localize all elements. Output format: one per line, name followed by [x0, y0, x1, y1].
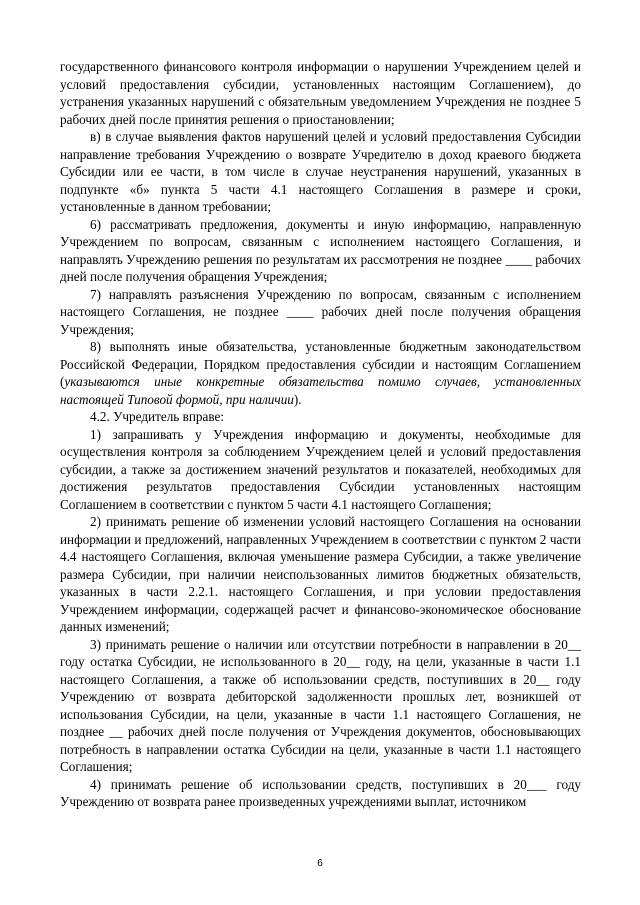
paragraph-tail: ).	[293, 391, 302, 407]
paragraph: 4) принимать решение об использовании средств, поступивших в 20___ году Учреждению от возврата ранее произведенных учреждениями выплат, источником	[60, 776, 581, 809]
paragraph: 7) направлять разъяснения Учреждению по вопросам, связанным с исполнением настоящего Соглашения, не позднее ____ рабочих дней после получения обращения Учреждения;	[60, 286, 581, 337]
paragraph-italic-note: указываются иные конкретные обязательства помимо случаев, установленных настоящей Типовой формой, при наличии	[60, 374, 581, 407]
paragraph: 2) принимать решение об изменении условий настоящего Соглашения на основании информации и предложений, направленных Учреждением в соответствии с пунктом 2 части 4.4 настоящего Соглашения, включая уменьшение размера Субсидии, а также увеличение размера Субсидии, при наличии неиспользованных лимитов бюджетных обязательств, указанных в части 2.2.1. настоящего Соглашения, и при условии предоставления Учреждением информации, содержащей расчет и финансово-экономическое обоснование данных изменений;	[60, 514, 581, 634]
paragraph-text: 8) выполнять иные обязательства, установленные бюджетным законодательством Российской Федерации, Порядком предоставления субсидии и настоящим Соглашением (	[60, 339, 581, 389]
document-body	[60, 58, 581, 811]
paragraph: 1) запрашивать у Учреждения информацию и документы, необходимые для осуществления контроля за соблюдением Учреждением целей и условий предоставления субсидии, а также за достижением значений результатов и показателей, необходимых для достижения результатов предоставления Субсидии установленных настоящим Соглашением в соответствии с пунктом 5 части 4.1 настоящего Соглашения;	[60, 426, 581, 512]
page-number: 6	[317, 858, 323, 869]
paragraph: 6) рассматривать предложения, документы и иную информацию, направленную Учреждением по вопросам, связанным с исполнением настоящего Соглашения, и направлять Учреждению решения по результатам их рассмотрения не позднее ____ рабочих дней после получения обращения Учреждения;	[60, 216, 581, 284]
paragraph: в) в случае выявления фактов нарушений целей и условий предоставления Субсидии направление требования Учреждению о возврате Учредителю в доход краевого бюджета Субсидии или ее части, в том числе в случае неустранения нарушений, указанных в подпункте «б» пункта 5 части 4.1 настоящего Соглашения в размере и сроки, установленные в данном требовании;	[60, 129, 581, 214]
paragraph: 3) принимать решение о наличии или отсутствии потребности в направлении в 20__ году остатка Субсидии, не использованного в 20__ году, на цели, указанные в части 1.1 настоящего Соглашения, а также об использовании средств, поступивших в 20__ году Учреждению от возврата дебиторской задолженности прошлых лет, возникшей от использования Субсидии, на цели, указанные в части 1.1 настоящего Соглашения, не позднее __ рабочих дней после получения от Учреждения документов, обосновывающих потребность в направлении остатка Субсидии на цели, указанные в части 1.1 настоящего Соглашения;	[60, 636, 581, 774]
paragraph	[60, 338, 581, 408]
section-heading: 4.2. Учредитель вправе:	[90, 409, 224, 424]
paragraph: государственного финансового контроля информации о нарушении Учреждением целей и условий предоставления субсидии, установленных настоящим Соглашением), до устранения указанных нарушений с обязательным уведомлением Учреждения не позднее 5 рабочих дней после принятия решения о приостановлении;	[60, 59, 581, 127]
